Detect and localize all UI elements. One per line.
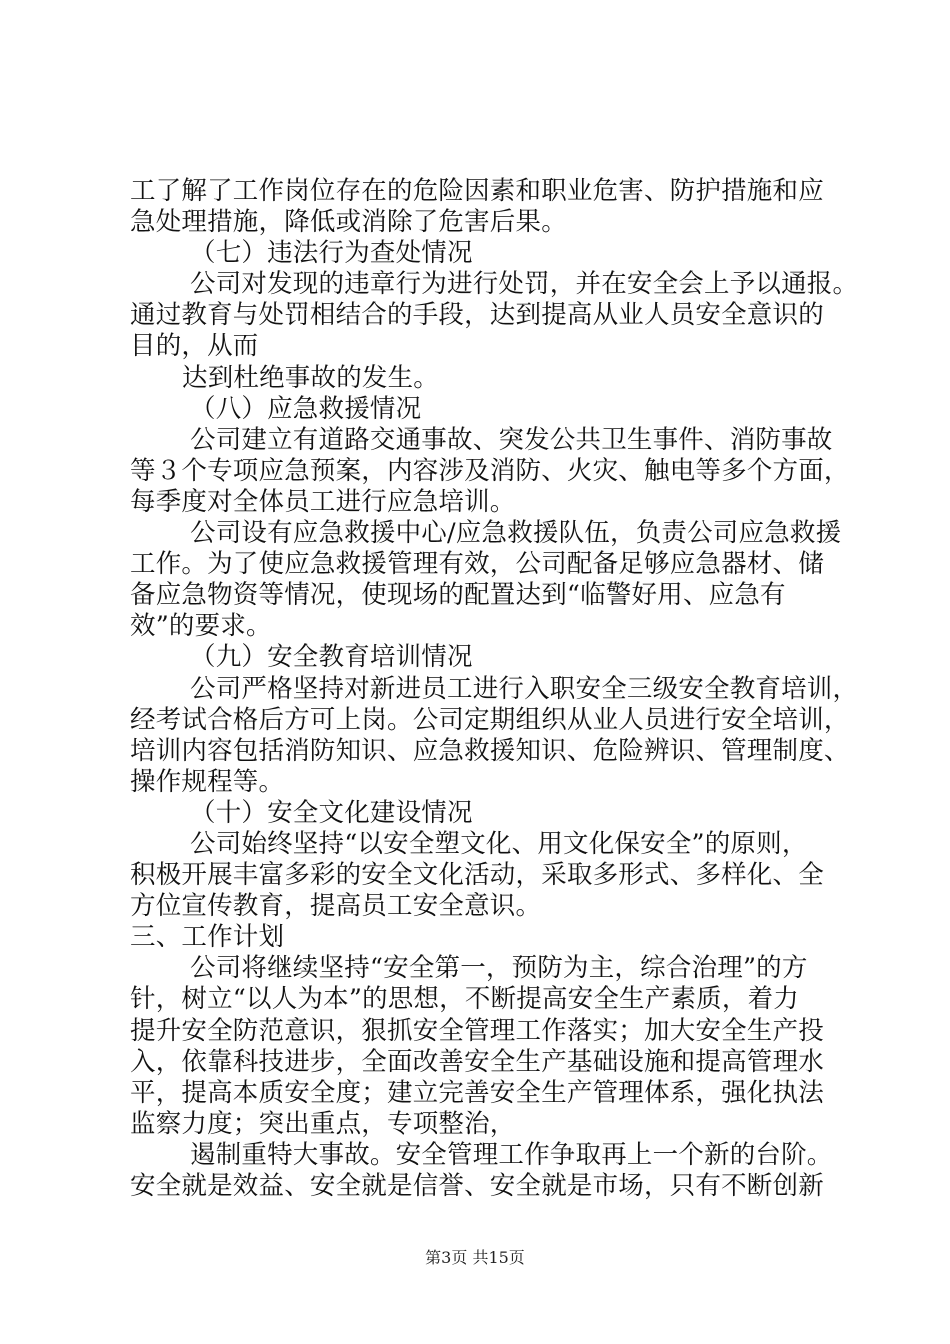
text-line: （七）违法行为查处情况 bbox=[190, 238, 473, 269]
text-line: 公司对发现的违章行为进行处罚，并在安全会上予以通报。 bbox=[190, 269, 859, 300]
page-number-footer: 第3页 共15页 bbox=[425, 1248, 525, 1267]
text-line: 目的，从而 bbox=[130, 331, 259, 362]
text-line: 积极开展丰富多彩的安全文化活动，采取多形式、多样化、全 bbox=[130, 860, 824, 891]
text-line: 急处理措施，降低或消除了危害后果。 bbox=[130, 207, 567, 238]
text-line: 提升安全防范意识，狠抓安全管理工作落实；加大安全生产投 bbox=[130, 1015, 824, 1046]
text-line: 操作规程等。 bbox=[130, 766, 285, 797]
text-line: （十）安全文化建设情况 bbox=[190, 797, 473, 828]
text-line: 备应急物资等情况，使现场的配置达到“临警好用、应急有 bbox=[130, 580, 786, 611]
text-line: 监察力度；突出重点，专项整治， bbox=[130, 1108, 516, 1139]
text-line: （八）应急救援情况 bbox=[190, 393, 422, 424]
text-line: 效”的要求。 bbox=[130, 611, 272, 642]
text-line: 入，依靠科技进步，全面改善安全生产基础设施和提高管理水 bbox=[130, 1046, 824, 1077]
text-line: 培训内容包括消防知识、应急救援知识、危险辨识、管理制度、 bbox=[130, 735, 850, 766]
text-line: 公司建立有道路交通事故、突发公共卫生事件、消防事故 bbox=[190, 424, 833, 455]
text-line: 方位宣传教育，提高员工安全意识。 bbox=[130, 891, 542, 922]
text-line: 等３个专项应急预案，内容涉及消防、火灾、触电等多个方面， bbox=[130, 455, 850, 486]
text-line: 经考试合格后方可上岗。公司定期组织从业人员进行安全培训， bbox=[130, 704, 850, 735]
text-line: 公司将继续坚持“安全第一，预防为主，综合治理”的方 bbox=[190, 953, 808, 984]
text-line: 遏制重特大事故。安全管理工作争取再上一个新的台阶。 bbox=[190, 1139, 833, 1170]
text-line: 工作。为了使应急救援管理有效，公司配备足够应急器材、储 bbox=[130, 549, 824, 580]
text-line: 安全就是效益、安全就是信誉、安全就是市场，只有不断创新 bbox=[130, 1171, 824, 1201]
text-line: 三、工作计划 bbox=[130, 922, 285, 953]
text-line: （九）安全教育培训情况 bbox=[190, 642, 473, 673]
text-line: 每季度对全体员工进行应急培训。 bbox=[130, 486, 516, 517]
text-line: 公司严格坚持对新进员工进行入职安全三级安全教育培训， bbox=[190, 673, 859, 704]
text-line: 工了解了工作岗位存在的危险因素和职业危害、防护措施和应 bbox=[130, 176, 824, 206]
text-line: 平，提高本质安全度；建立完善安全生产管理体系，强化执法 bbox=[130, 1077, 824, 1108]
text-line: 达到杜绝事故的发生。 bbox=[182, 362, 440, 393]
text-line: 针，树立“以人为本”的思想，不断提高安全生产素质，着力 bbox=[130, 984, 799, 1015]
document-body bbox=[130, 176, 859, 1202]
text-line: 公司始终坚持“以安全塑文化、用文化保安全”的原则， bbox=[190, 828, 808, 859]
text-line: 通过教育与处罚相结合的手段，达到提高从业人员安全意识的 bbox=[130, 300, 824, 331]
text-line: 公司设有应急救援中心/应急救援队伍，负责公司应急救援 bbox=[190, 518, 842, 549]
